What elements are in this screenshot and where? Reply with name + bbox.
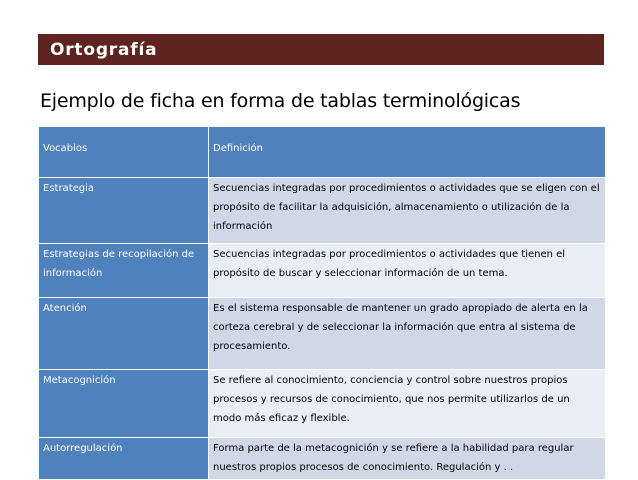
definition-cell: Se refiere al conocimiento, conciencia y control sobre nuestros propios procesos y recursos de conocimiento, que nos permite utilizarlos de un modo más eficaz y flexible.: [209, 370, 606, 438]
term-cell: Atención: [39, 298, 209, 370]
title-banner: [38, 34, 604, 65]
definition-cell: Forma parte de la metacognición y se refiere a la habilidad para regular nuestros propios procesos de conocimiento. Regulación y . .: [209, 438, 606, 480]
page-subtitle: Ejemplo de ficha en forma de tablas terminológicas: [40, 90, 521, 112]
table-row: [39, 244, 606, 298]
term-cell: Estrategia: [39, 178, 209, 244]
table-row: [39, 438, 606, 480]
terminology-table: [38, 126, 606, 480]
column-header-definicion: Definición: [209, 127, 606, 178]
term-cell: Autorregulación: [39, 438, 209, 480]
page-title: Ortografía: [50, 39, 158, 60]
table-row: [39, 298, 606, 370]
column-header-vocablos: Vocablos: [39, 127, 209, 178]
table-header-row: [39, 127, 606, 178]
term-cell: Metacognición: [39, 370, 209, 438]
table-row: [39, 370, 606, 438]
definition-cell: Secuencias integradas por procedimientos o actividades que tienen el propósito de buscar y seleccionar información de un tema.: [209, 244, 606, 298]
term-cell: Estrategias de recopilación de información: [39, 244, 209, 298]
table-row: [39, 178, 606, 244]
definition-cell: Es el sistema responsable de mantener un grado apropiado de alerta en la corteza cerebral y de seleccionar la información que entra al sistema de procesamiento.: [209, 298, 606, 370]
definition-cell: Secuencias integradas por procedimientos o actividades que se eligen con el propósito de facilitar la adquisición, almacenamiento o utilización de la información: [209, 178, 606, 244]
